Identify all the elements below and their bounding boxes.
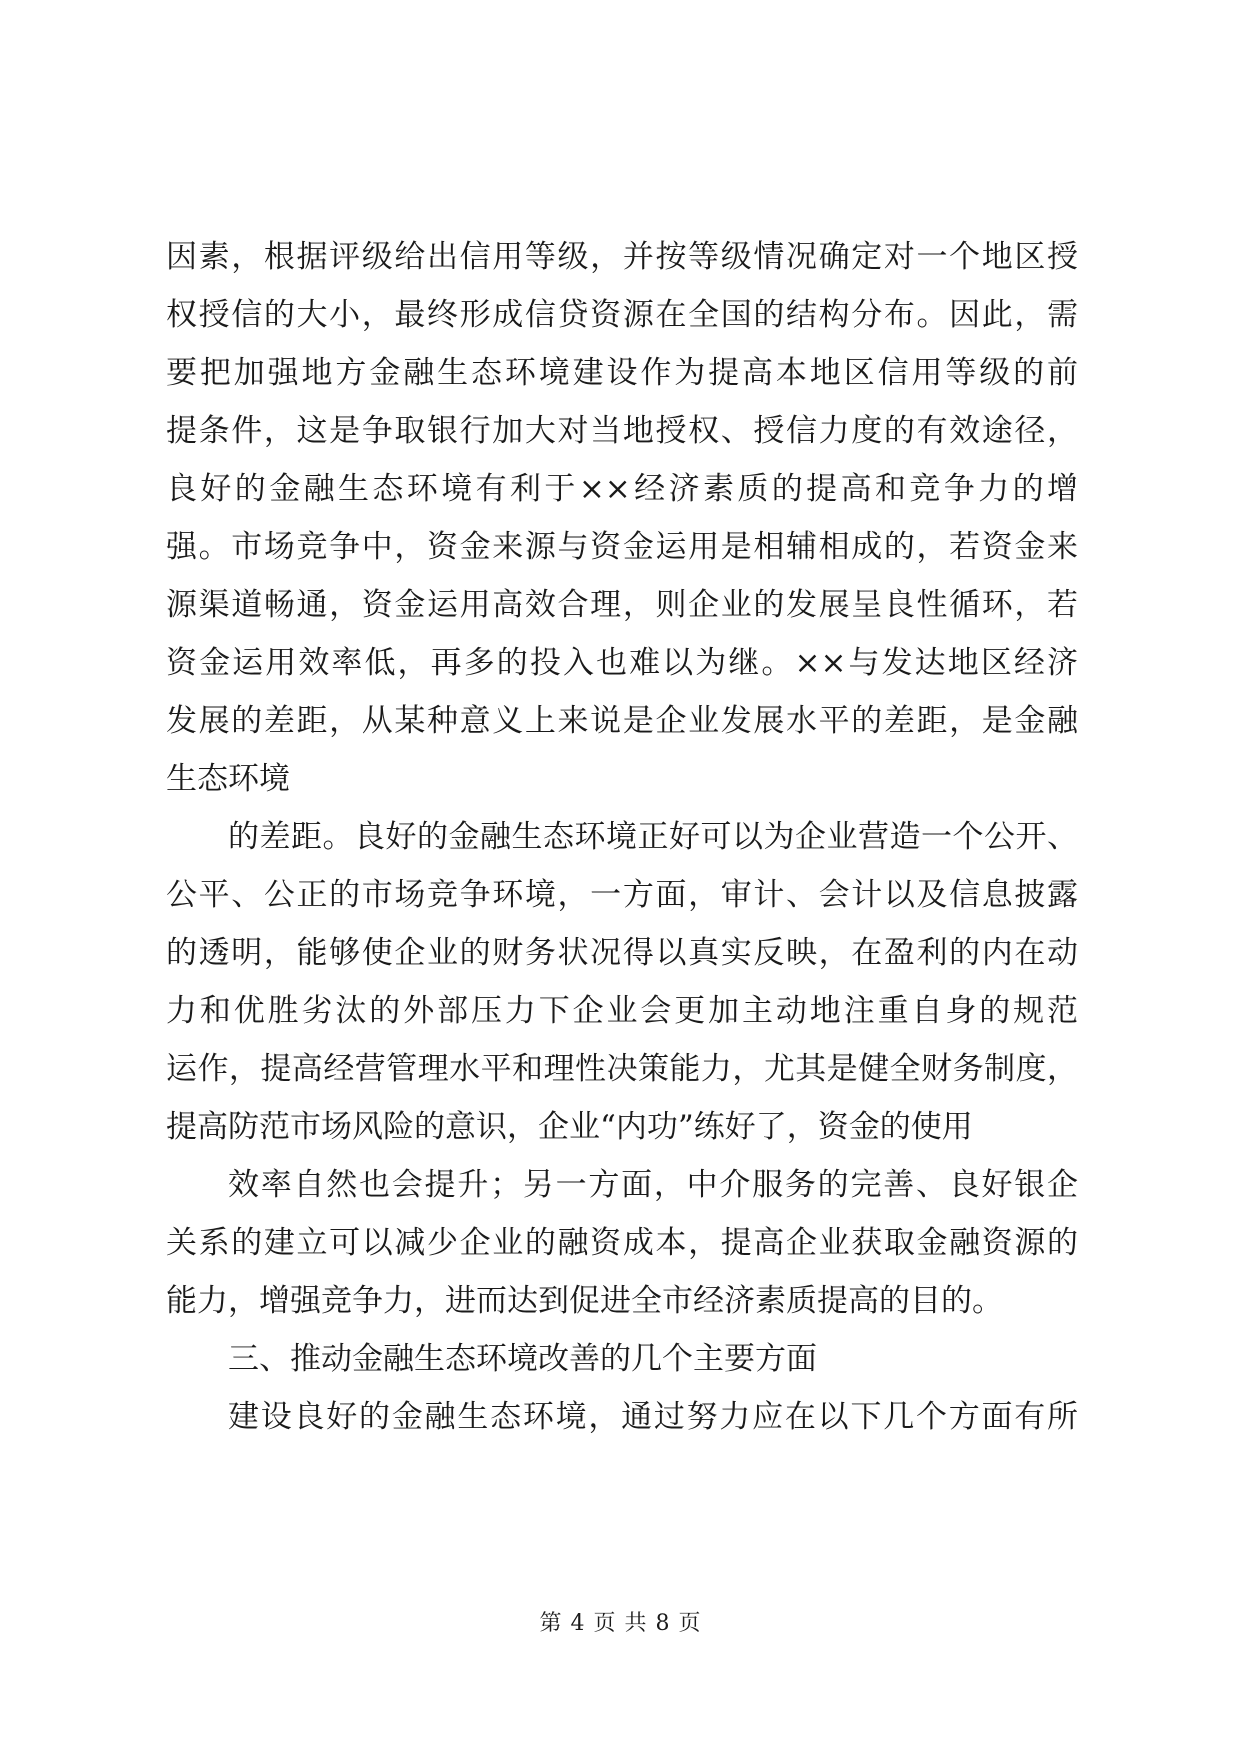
- text-line: 源渠道畅通，资金运用高效合理，则企业的发展呈良性循环，若: [166, 587, 1078, 623]
- page-number-footer: 第 4 页 共 8 页: [539, 1611, 702, 1636]
- document-body: [166, 228, 1078, 1446]
- text-line: 提条件，这是争取银行加大对当地授权、授信力度的有效途径，: [166, 413, 1078, 449]
- text-line: 要把加强地方金融生态环境建设作为提高本地区信用等级的前: [166, 355, 1078, 391]
- text-line: 公平、公正的市场竞争环境，一方面，审计、会计以及信息披露: [166, 877, 1078, 913]
- text-line: 生态环境: [166, 761, 290, 797]
- section-heading: 三、推动金融生态环境改善的几个主要方面: [228, 1341, 817, 1377]
- text-line: 力和优胜劣汰的外部压力下企业会更加主动地注重自身的规范: [166, 993, 1078, 1029]
- text-line: 权授信的大小，最终形成信贷资源在全国的结构分布。因此，需: [166, 297, 1078, 333]
- text-line: 资金运用效率低，再多的投入也难以为继。××与发达地区经济: [166, 645, 1078, 681]
- text-line: 关系的建立可以减少企业的融资成本，提高企业获取金融资源的: [166, 1225, 1078, 1261]
- text-line: 强。市场竞争中，资金来源与资金运用是相辅相成的，若资金来: [166, 529, 1078, 565]
- text-line: 良好的金融生态环境有利于××经济素质的提高和竞争力的增: [166, 471, 1078, 507]
- text-line: 发展的差距，从某种意义上来说是企业发展水平的差距，是金融: [166, 703, 1078, 739]
- text-line: 提高防范市场风险的意识，企业“内功”练好了，资金的使用: [166, 1109, 973, 1145]
- paragraph-start-line: 建设良好的金融生态环境，通过努力应在以下几个方面有所: [228, 1399, 1078, 1435]
- paragraph-start-line: 效率自然也会提升；另一方面，中介服务的完善、良好银企: [228, 1167, 1078, 1203]
- text-line: 能力，增强竞争力，进而达到促进全市经济素质提高的目的。: [166, 1283, 1003, 1319]
- text-line: 因素，根据评级给出信用等级，并按等级情况确定对一个地区授: [166, 239, 1078, 275]
- text-line: 的透明，能够使企业的财务状况得以真实反映，在盈利的内在动: [166, 935, 1078, 971]
- text-line: 运作，提高经营管理水平和理性决策能力，尤其是健全财务制度，: [166, 1051, 1078, 1087]
- paragraph-start-line: 的差距。良好的金融生态环境正好可以为企业营造一个公开、: [228, 819, 1078, 855]
